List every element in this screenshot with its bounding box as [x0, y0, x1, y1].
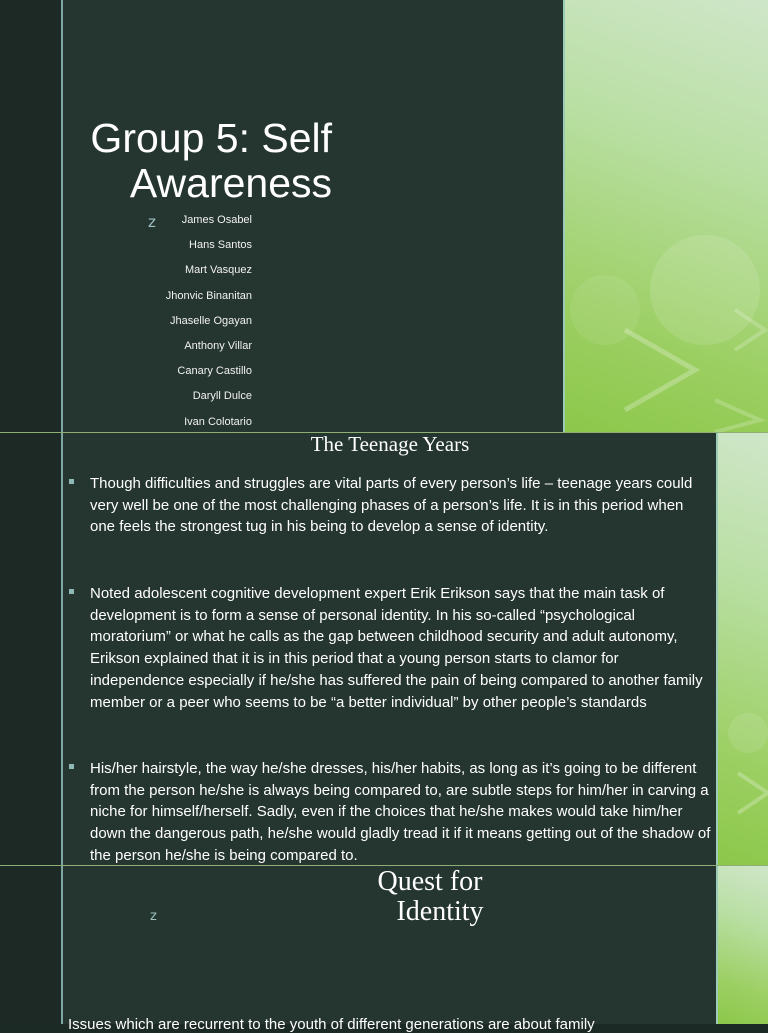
- chevron-pattern-icon: [565, 0, 768, 432]
- bullet-marker: [69, 764, 74, 769]
- member-name: Hans Santos: [189, 239, 252, 252]
- member-name: Jhaselle Ogayan: [170, 314, 252, 327]
- title-line-1: Group 5: Self: [90, 115, 332, 161]
- member-name: Canary Castillo: [177, 365, 252, 378]
- slide-title: [80, 116, 332, 206]
- partial-body-text: Issues which are recurrent to the youth of different generations are about family: [68, 1016, 595, 1033]
- member-name: Ivan Colotario: [184, 415, 252, 428]
- bullet-text: His/her hairstyle, the way he/she dresses, his/her habits, as long as it’s going to be different from the person he/she is always being compared to, are subtle steps for him/her in carving a niche for himself/herself. Sadly, even if the choices that he/she makes would take him/her down the dangerous path, he/she would gladly tread it if it means getting out of the shadow of the person he/she is being compared to.: [90, 760, 711, 864]
- slide-1: [0, 0, 768, 432]
- member-name: Mart Vasquez: [184, 264, 252, 277]
- z-logo-icon: z: [150, 909, 157, 924]
- member-name: Daryll Dulce: [192, 390, 252, 403]
- z-logo-icon: z: [148, 213, 156, 231]
- chevron-pattern-icon: [718, 433, 768, 865]
- green-decoration: [718, 866, 768, 1024]
- left-strip: [0, 0, 62, 432]
- title-line-2: Identity: [396, 896, 484, 927]
- left-strip: [0, 433, 62, 865]
- bullet-text: Though difficulties and struggles are vital parts of every person’s life – teenage years could very well be one of the most challenging phases of a person’s life. It is in this period when one feels the strongest tug in his being to develop a sense of identity.: [90, 475, 693, 536]
- bullet-text: Noted adolescent cognitive development expert Erik Erikson says that the main task of development is to form a sense of personal identity. In his so-called “psychological moratorium” or what he calls as the gap between childhood security and adult autonomy, Erikson explained that it is in this period that a young person starts to clamor for independence especially if he/she has suffered the pain of being compared to another family member or a peer who seems to be “a better individual” by other people’s standards: [90, 585, 703, 711]
- member-name: Anthony Villar: [184, 339, 252, 352]
- slide-title: [330, 867, 530, 927]
- title-line-1: Quest for: [377, 866, 483, 897]
- left-strip: [0, 866, 62, 1024]
- member-name: James Osabel: [181, 214, 252, 226]
- member-list: [120, 210, 252, 432]
- green-decoration: [718, 433, 768, 865]
- green-decoration: [565, 0, 768, 432]
- title-line-2: Awareness: [129, 160, 332, 206]
- member-name: Jhonvic Binanitan: [165, 289, 252, 302]
- bullet-marker: [69, 479, 74, 484]
- bullet-marker: [69, 589, 74, 594]
- slide-title: The Teenage Years: [310, 432, 470, 456]
